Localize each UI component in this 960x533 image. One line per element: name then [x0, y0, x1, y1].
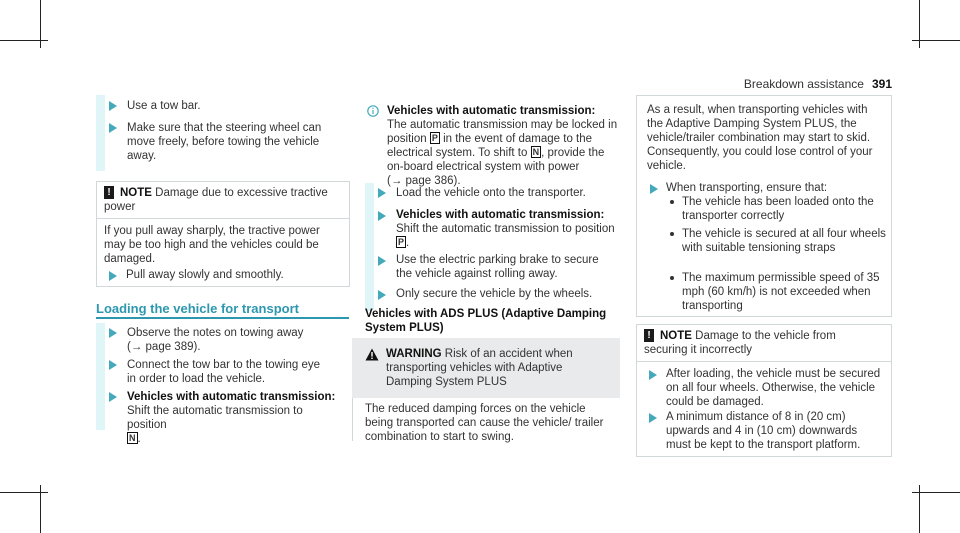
- page-reference: (→ page 386).: [387, 175, 461, 187]
- crop-mark: [0, 492, 48, 493]
- gear-n-symbol: N: [532, 147, 540, 157]
- step-arrow-icon: [649, 370, 657, 380]
- col2-steps: [365, 183, 619, 311]
- step-text: Only secure the vehicle by the wheels.: [396, 288, 593, 300]
- note-title: Damage due to excessive tractive power: [104, 187, 328, 213]
- info-heading: Vehicles with automatic transmission:: [387, 105, 596, 117]
- exclamation-icon: !: [104, 186, 114, 199]
- bullet-item: The maximum permissible speed of 35 mph (60 km/h) is not exceeded when transporting: [670, 271, 892, 313]
- step-text: Make sure that the steering wheel can move freely, before towing the vehicle away.: [127, 122, 322, 162]
- note-label: NOTE: [660, 330, 692, 342]
- running-title: Breakdown assistance: [743, 77, 864, 91]
- note-label: NOTE: [120, 187, 152, 199]
- step-text: Observe the notes on towing away (→ page 389).: [127, 327, 304, 353]
- note-box: [636, 324, 892, 457]
- page-reference: (→ page 389).: [127, 341, 201, 353]
- exclamation-icon: !: [644, 329, 654, 342]
- section-title: Loading the vehicle for transport: [96, 301, 299, 316]
- step-arrow-icon: [378, 211, 386, 221]
- step-arrow-icon: [109, 360, 117, 370]
- col1-steps: [96, 323, 350, 445]
- gear-p-symbol: P: [431, 133, 438, 143]
- page-number: 391: [871, 77, 892, 91]
- bullet-icon: [670, 232, 674, 236]
- warning-triangle-icon: [365, 348, 379, 361]
- info-block: Vehicles with automatic transmission: The automatic transmission may be locked in position P in the event of damage to the electrical system. To shift to N , provide the on-board electrical system with power (→ page 386).: [365, 104, 619, 174]
- warning-label: WARNING: [386, 348, 442, 360]
- step-arrow-icon: [650, 184, 658, 194]
- step-arrow-icon: [109, 392, 117, 402]
- crop-mark: [0, 40, 48, 41]
- col1-top-steps: [96, 95, 350, 171]
- page-header: [744, 77, 892, 91]
- step-arrow-icon: [649, 413, 657, 423]
- step-arrow-icon: [109, 271, 117, 281]
- info-icon: [367, 105, 379, 117]
- bullet-item: The vehicle is secured at all four wheels with suitable tensioning straps: [670, 227, 892, 255]
- ads-heading: Vehicles with ADS PLUS (Adaptive Damping System PLUS): [365, 308, 607, 334]
- note-box: [96, 181, 350, 287]
- warning-continued-text: As a result, when transporting vehicles with the Adaptive Damping System PLUS, the vehicle/trailer combination may start to skid. Consequently, you could lose control of your vehicle.: [647, 104, 873, 172]
- section-rule: [96, 317, 349, 319]
- note-title: Damage to the vehicle from securing it incorrectly: [644, 330, 836, 356]
- bullet-item: The vehicle has been loaded onto the transporter correctly: [670, 195, 892, 223]
- step-arrow-icon: [109, 328, 117, 338]
- crop-mark: [912, 492, 960, 493]
- step-arrow-icon: [378, 256, 386, 266]
- step-text: When transporting, ensure that:: [666, 182, 828, 194]
- bullet-icon: [670, 200, 674, 204]
- step-text: Use a tow bar.: [127, 100, 201, 112]
- step-heading: Vehicles with automatic transmission:: [396, 209, 605, 221]
- crop-mark: [912, 40, 960, 41]
- warning-body: The reduced damping forces on the vehicle being transported can cause the vehicle/ trailer combination to start to swing.: [365, 403, 604, 443]
- note-body: If you pull away sharply, the tractive power may be too high and the vehicles could be damaged.: [104, 225, 320, 265]
- step-arrow-icon: [109, 123, 117, 133]
- gear-n-symbol: N: [129, 433, 136, 443]
- step-text: Connect the tow bar to the towing eye in order to load the vehicle.: [127, 359, 321, 385]
- note-step: Pull away slowly and smoothly.: [126, 269, 284, 281]
- bullet-icon: [670, 276, 674, 280]
- warning-title: Risk of an accident when transporting vehicles with Adaptive Damping System PLUS: [386, 348, 573, 388]
- step-text: Vehicles with automatic transmission: Shift the automatic transmission to position N .: [127, 391, 336, 445]
- step-arrow-icon: [378, 188, 386, 198]
- warning-box: [352, 338, 620, 441]
- step-heading: Vehicles with automatic transmission:: [127, 391, 336, 403]
- gear-p-symbol: P: [398, 237, 405, 247]
- step-text: Use the electric parking brake to secure the vehicle against rolling away.: [396, 254, 599, 280]
- step-text: Load the vehicle onto the transporter.: [396, 187, 586, 199]
- note-step: A minimum distance of 8 in (20 cm) upwards and 4 in (10 cm) downwards must be kept to the transport platform.: [666, 411, 861, 451]
- step-arrow-icon: [378, 290, 386, 300]
- step-text: Vehicles with automatic transmission: Shift the automatic transmission to position P .: [396, 209, 615, 249]
- note-step: After loading, the vehicle must be secured on all four wheels. Otherwise, the vehicle could be damaged.: [666, 368, 881, 408]
- step-arrow-icon: [109, 101, 117, 111]
- warning-continued-box: [636, 95, 892, 317]
